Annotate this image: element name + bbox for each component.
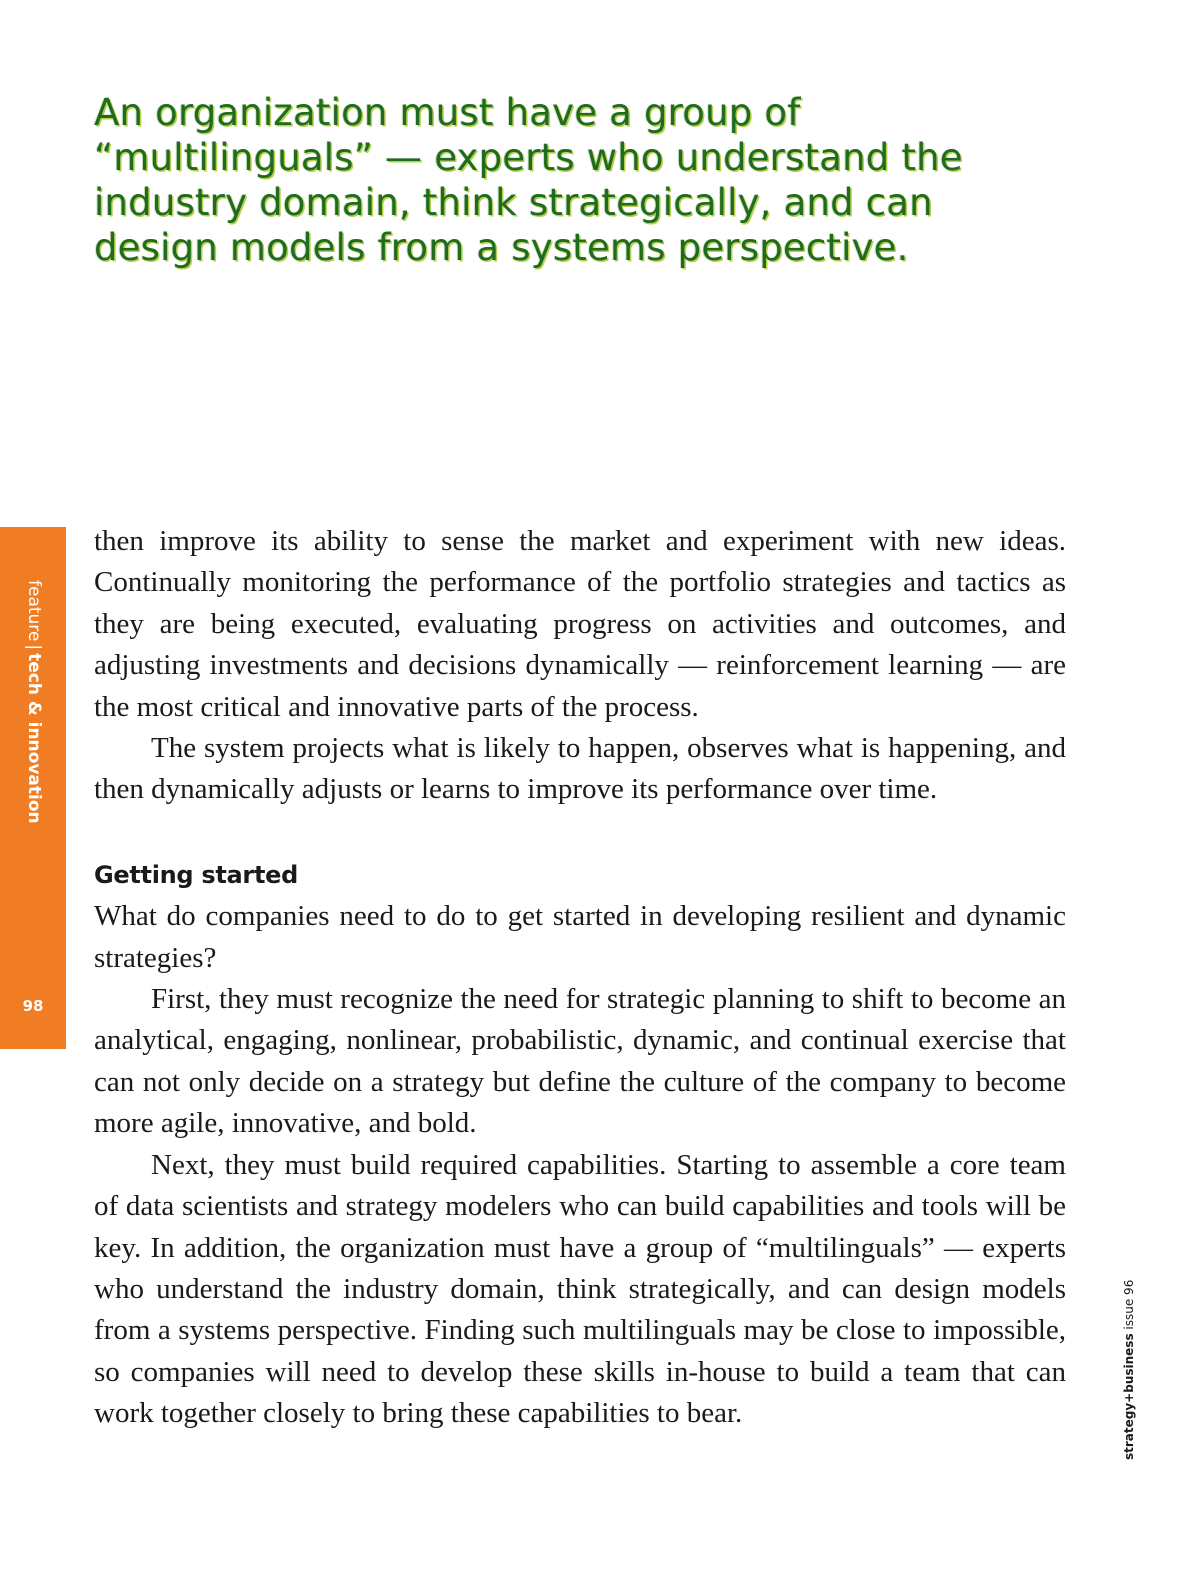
paragraph: then improve its ability to sense the market and experiment with new ideas. Continually monitoring the performance of the portfolio strategies and tactics as they are being executed, evaluating progress on activities and outcomes, and adjusting investments and decisions dynamically — reinforcement learning — are the most critical and innovative parts of the process. <box>94 525 1066 723</box>
running-footer <box>1122 1280 1136 1460</box>
pull-quote: An organization must have a group of “multilinguals” — experts who understand the industry domain, think strategically, and can design models from a systems perspective. <box>94 91 963 269</box>
section-label-separator: | <box>24 644 44 651</box>
paragraph: Next, they must build required capabilities. Starting to assemble a core team of data scientists and strategy modelers who can build capabilities and tools will be key. In addition, the organization must have a group of “multilinguals” — experts who understand the industry domain, think strategically, and can design models from a systems perspective. Finding such multilinguals may be close to impossible, so companies will need to develop these skills in-house to build a team that can work together closely to bring these capabilities to bear. <box>94 1148 1066 1430</box>
paragraph: First, they must recognize the need for strategic planning to shift to become an analytical, engaging, nonlinear, probabilistic, dynamic, and continual exercise that can not only decide on a strategy but define the culture of the company to become more agile, innovative, and bold. <box>94 983 1066 1140</box>
section-label-topic: tech & innovation <box>24 653 44 824</box>
magazine-name: strategy+business <box>1122 1333 1136 1460</box>
issue-number: issue 96 <box>1122 1279 1136 1330</box>
section-heading: Getting started <box>94 860 298 889</box>
paragraph: What do companies need to do to get started in developing resilient and dynamic strategies? <box>94 900 1066 974</box>
section-label <box>24 580 44 824</box>
page-number: 98 <box>22 997 44 1015</box>
article-body <box>94 521 1066 1435</box>
paragraph: The system projects what is likely to happen, observes what is happening, and then dynamically adjusts or learns to improve its performance over time. <box>94 732 1066 806</box>
section-label-feature: feature <box>24 580 44 642</box>
